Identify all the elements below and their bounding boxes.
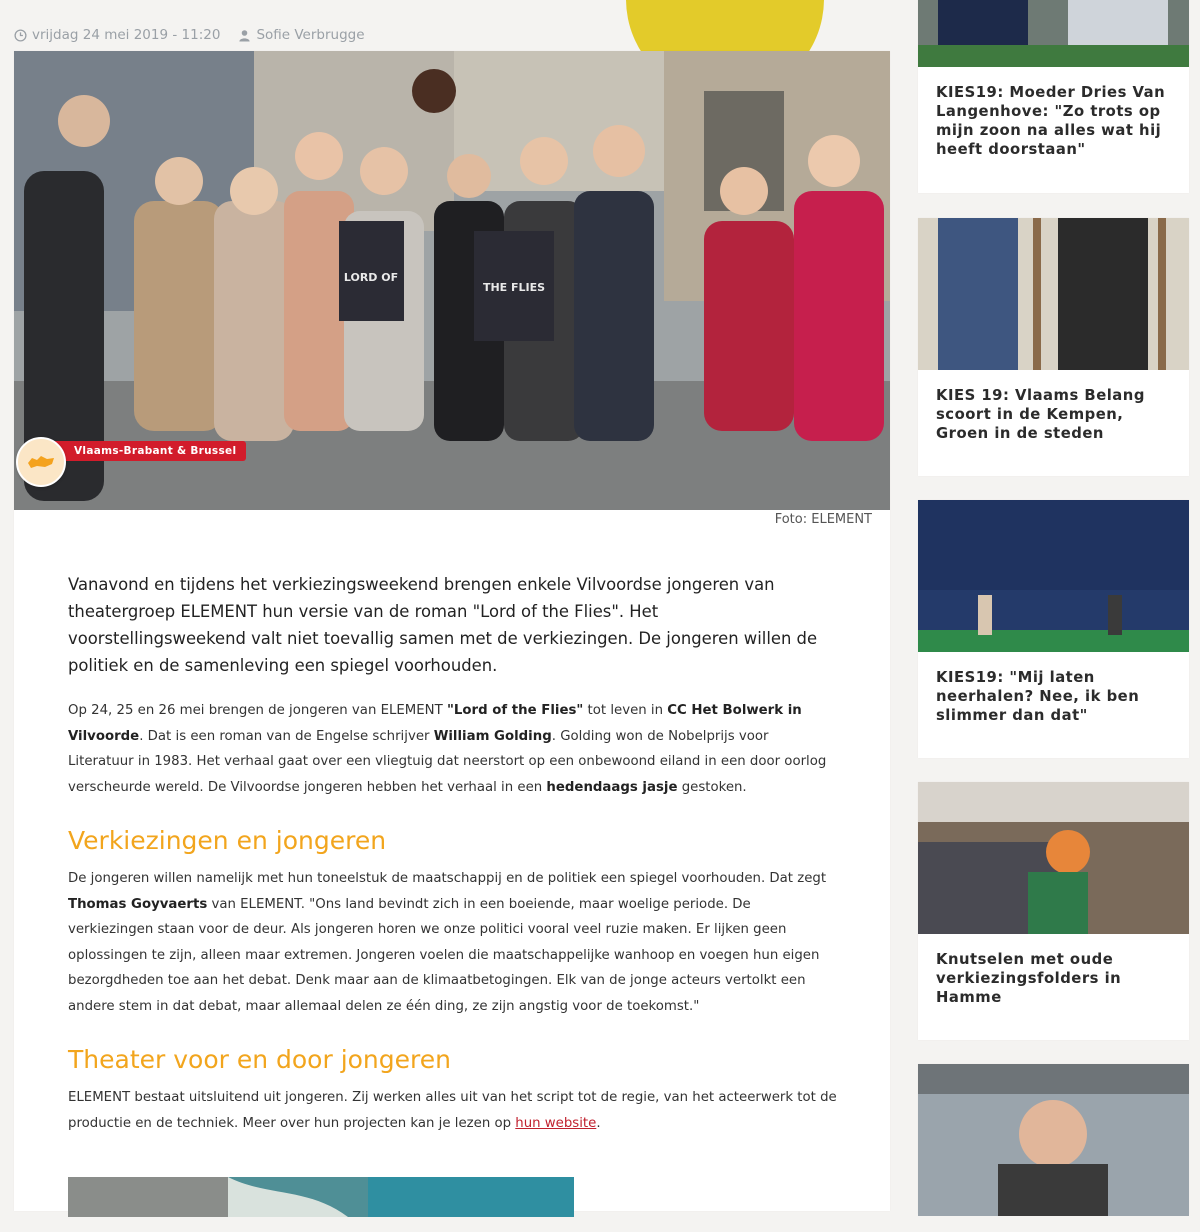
related-thumbnail <box>918 500 1189 652</box>
related-title <box>918 1216 1189 1232</box>
related-thumbnail <box>918 782 1189 934</box>
section-heading-theater: Theater voor en door jongeren <box>68 1045 451 1074</box>
user-icon <box>238 29 251 42</box>
related-thumbnail <box>918 0 1189 67</box>
related-title: KIES19: Moeder Dries Van Langenhove: "Zo trots op mijn zoon na alles wat hij heeft doorstaan" <box>936 84 1166 158</box>
article-inline-image <box>68 1177 574 1217</box>
article-card <box>14 51 890 1211</box>
related-article-card[interactable] <box>918 782 1189 1040</box>
article-lead: Vanavond en tijdens het verkiezingsweekend brengen enkele Vilvoordse jongeren van theatergroep ELEMENT hun versie van de roman "Lord of the Flies". Het voorstellingsweekend valt niet toevallig samen met de verkiezingen. De jongeren willen de politiek en de samenleving een spiegel voorhouden. <box>68 575 818 675</box>
related-thumbnail <box>918 1064 1189 1216</box>
author-text: Sofie Verbrugge <box>256 27 365 43</box>
related-article-card[interactable] <box>918 500 1189 758</box>
related-article-card[interactable] <box>918 0 1189 193</box>
related-title: KIES 19: Vlaams Belang scoort in de Kempen, Groen in de steden <box>936 387 1145 442</box>
related-thumbnail <box>918 218 1189 370</box>
section-heading-verkiezingen: Verkiezingen en jongeren <box>68 826 387 855</box>
poster-text-1: LORD OF <box>343 271 399 284</box>
date-text: vrijdag 24 mei 2019 - 11:20 <box>32 27 221 43</box>
article-author[interactable] <box>238 25 364 45</box>
region-map-icon <box>16 437 66 487</box>
article-body <box>68 571 838 1144</box>
related-title: Knutselen met oude verkiezingsfolders in Hamme <box>936 951 1122 1006</box>
paragraph-3: ELEMENT bestaat uitsluitend uit jongeren. Zij werken alles uit van het script tot de regie, van het acteerwerk tot de productie en de techniek. Meer over hun projecten kan je lezen op hun website. <box>68 1090 837 1131</box>
poster-text-2: THE FLIES <box>482 281 546 294</box>
related-article-card[interactable] <box>918 218 1189 476</box>
aerial-sea-image <box>68 1177 574 1217</box>
website-link[interactable]: hun website <box>515 1115 597 1131</box>
clock-icon <box>14 29 27 42</box>
photo-caption: Foto: ELEMENT <box>774 512 872 527</box>
related-title: KIES19: "Mij laten neerhalen? Nee, ik ben slimmer dan dat" <box>936 669 1140 724</box>
region-badge[interactable] <box>16 437 246 487</box>
region-label: Vlaams-Brabant & Brussel <box>52 441 246 461</box>
paragraph-2: De jongeren willen namelijk met hun toneelstuk de maatschappij en de politiek een spiegel voorhouden. Dat zegt Thomas Goyvaerts van ELEMENT. "Ons land bevindt zich in een boeiende, maar woelige periode. De verkiezingen staan voor de deur. Als jongeren horen we onze politici vooral veel ruzie maken. Er lijken geen oplossingen te zijn, alleen maar extremen. Jongeren voelen die maatschappelijke wanhoop en voegen hun eigen bezorgdheden toe aan het debat. Denk maar aan de klimaatbetogingen. Elk van de jonge acteurs vertolkt een andere stem in dat debat, maar allemaal delen ze één ding, ze zijn angstig voor de toekomst." <box>68 871 827 1014</box>
article-date <box>14 25 220 45</box>
article-meta <box>14 25 365 45</box>
related-article-card[interactable] <box>918 1064 1189 1214</box>
paragraph-1: Op 24, 25 en 26 mei brengen de jongeren van ELEMENT "Lord of the Flies" tot leven in CC Het Bolwerk in Vilvoorde. Dat is een roman van de Engelse schrijver William Golding. Golding won de Nobelprijs voor Literatuur in 1983. Het verhaal gaat over een vliegtuig dat neerstort op een onbewoond eiland in een door oorlog verscheurde wereld. De Vilvoordse jongeren hebben het verhaal in een hedendaags jasje gestoken. <box>68 703 827 795</box>
